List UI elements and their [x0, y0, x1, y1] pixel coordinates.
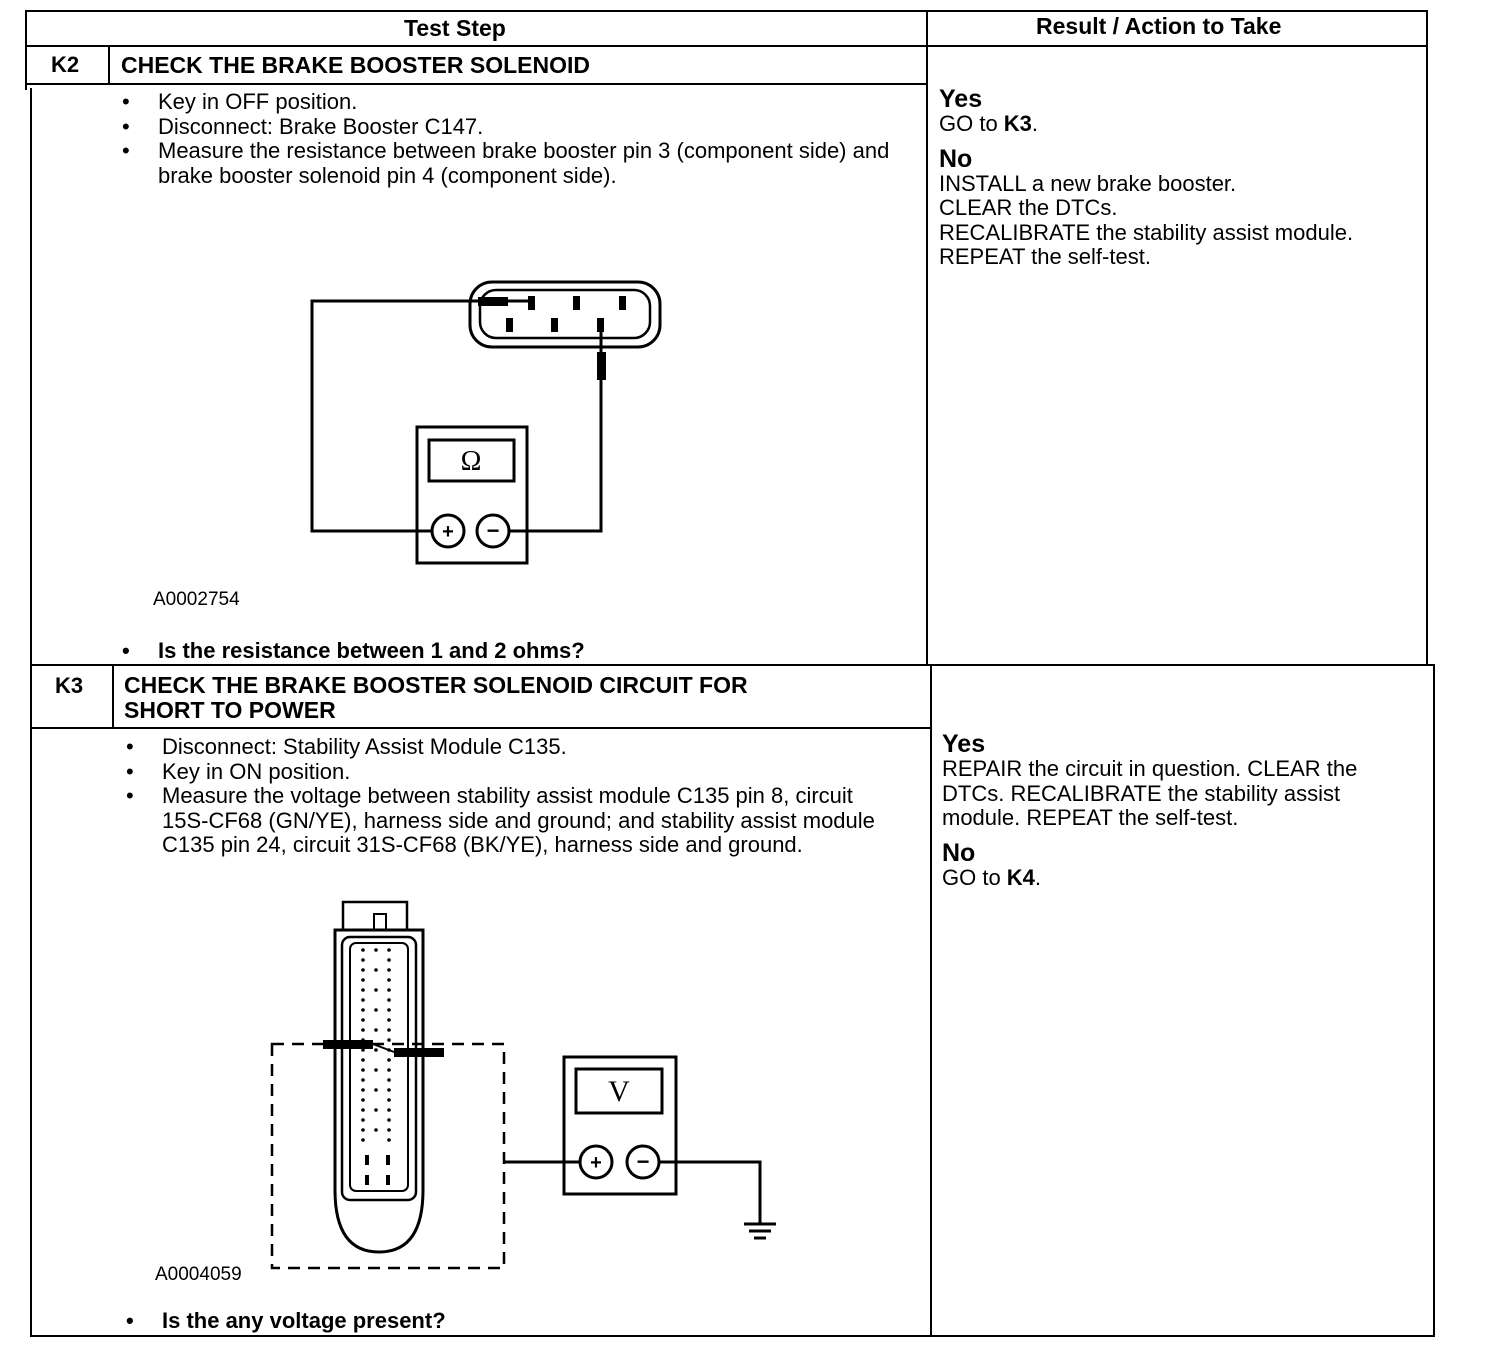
module-connector-inner — [350, 943, 408, 1191]
no-action-line: CLEAR the DTCs. — [939, 195, 1118, 220]
connector-pin — [387, 958, 391, 962]
connector-pin — [387, 1038, 391, 1042]
yes-label: Yes — [942, 730, 986, 758]
test-lead-ground — [660, 1162, 760, 1224]
action-text: . — [1034, 864, 1042, 890]
connector-pin — [387, 1138, 391, 1142]
probe-tip-icon — [597, 352, 606, 380]
connector-pin — [361, 1008, 365, 1012]
connector-pin — [361, 1128, 365, 1132]
connector-bottom-terminals — [365, 1155, 390, 1185]
instruction-item: • Key in OFF position. — [122, 90, 902, 115]
ohmmeter-body — [417, 427, 527, 563]
k3-title-divider — [30, 727, 932, 729]
connector-pin — [361, 1118, 365, 1122]
connector-pin — [387, 1108, 391, 1112]
connector-pin — [387, 1088, 391, 1092]
connector-pin — [374, 968, 378, 972]
connector-inner — [480, 290, 650, 338]
figure-code: A0004059 — [155, 1264, 242, 1285]
no-label: No — [942, 838, 976, 867]
connector-latch — [343, 902, 407, 930]
connector-pin — [374, 1008, 378, 1012]
connector-pin — [387, 1008, 391, 1012]
test-lead-positive — [312, 301, 530, 531]
figure-code: A0002754 — [153, 589, 240, 610]
probe-tip-icon — [394, 1048, 444, 1057]
bullet-icon: • — [122, 638, 130, 663]
connector-pin — [387, 968, 391, 972]
instruction-item — [126, 784, 886, 858]
no-action-line: RECALIBRATE the stability assist module. — [939, 219, 1354, 245]
probe-tip-icon — [478, 297, 508, 306]
yes-action-line: REPAIR the circuit in question. CLEAR the — [942, 756, 1358, 781]
connector-pin — [387, 1058, 391, 1062]
connector-pin — [374, 1028, 378, 1032]
k2-id-divider — [108, 45, 110, 85]
connector-pin — [361, 968, 365, 972]
instruction-text: Measure the voltage between stability assist module C135 pin 8, circuit 15S-CF68 (GN/YE), harness side and ground; and stability assist module C135 pin 24, circuit 31S-CF68 (BK/YE), harness side and ground. — [162, 783, 875, 857]
connector-pin — [374, 948, 378, 952]
k2-title-divider — [25, 83, 928, 85]
bullet-icon: • — [126, 1308, 134, 1333]
instruction-item — [122, 139, 902, 188]
minus-terminal-icon — [627, 1146, 659, 1178]
connector-pin — [361, 978, 365, 982]
no-action — [942, 866, 1357, 891]
yes-label: Yes — [939, 85, 983, 113]
result-block — [942, 732, 1357, 890]
connector-pin — [374, 1108, 378, 1112]
minus-label: − — [486, 518, 500, 543]
connector-pin — [387, 998, 391, 1002]
connector-pin — [361, 1038, 365, 1042]
border-left-lower — [30, 88, 32, 1337]
goto-step-link[interactable]: K4 — [1006, 864, 1035, 890]
module-connector-mid — [342, 937, 416, 1200]
connector-pin — [387, 1118, 391, 1122]
connector-pin — [374, 1088, 378, 1092]
ohmmeter-display — [429, 440, 514, 481]
connector-pin — [374, 1128, 378, 1132]
action-text: GO to — [942, 864, 1007, 890]
connector-pin — [361, 1138, 365, 1142]
border-right-lower — [1433, 664, 1435, 1337]
step-title: CHECK THE BRAKE BOOSTER SOLENOID — [121, 52, 590, 78]
step-id: K2 — [51, 52, 80, 77]
step-title-line: CHECK THE BRAKE BOOSTER SOLENOID CIRCUIT FOR — [124, 672, 748, 698]
border-top — [25, 10, 1428, 12]
connector-pin — [361, 998, 365, 1002]
step-title — [124, 673, 748, 723]
connector-pin — [361, 1108, 365, 1112]
volt-symbol: V — [608, 1075, 630, 1108]
plus-label: + — [442, 521, 454, 543]
plus-terminal-icon — [580, 1146, 612, 1178]
connector-pin — [374, 988, 378, 992]
row-separator — [30, 664, 1435, 666]
connector-pin — [361, 1018, 365, 1022]
connector-pin — [374, 1048, 378, 1052]
step-title-line: SHORT TO POWER — [124, 697, 336, 723]
instruction-item: • Disconnect: Brake Booster C147. — [122, 115, 902, 140]
test-question — [122, 638, 585, 664]
minus-terminal-icon — [477, 515, 509, 547]
plus-terminal-icon — [432, 515, 464, 547]
minus-label: − — [636, 1149, 650, 1174]
yes-action — [939, 112, 1353, 137]
action-text: GO to — [939, 111, 1004, 136]
instruction-list — [126, 735, 886, 858]
test-lead-negative — [510, 330, 601, 531]
connector-outer — [470, 282, 660, 347]
connector-pin — [361, 1088, 365, 1092]
connector-pin — [361, 1098, 365, 1102]
k3-id-divider — [112, 664, 114, 728]
instruction-text: Measure the resistance between brake booster pin 3 (component side) and brake booster solenoid pin 4 (component side). — [158, 138, 890, 188]
header-divider — [25, 45, 1428, 47]
no-action-line: REPEAT the self-test. — [939, 244, 1151, 269]
yes-action-line: DTCs. RECALIBRATE the stability assist — [942, 780, 1341, 806]
column-divider-upper — [926, 10, 928, 666]
no-label: No — [939, 144, 973, 173]
connector-pin — [387, 1068, 391, 1072]
connector-pin-grid — [361, 948, 391, 1142]
probe-tip-icon — [323, 1040, 373, 1049]
connector-pin — [387, 1018, 391, 1022]
connector-pin — [361, 1068, 365, 1072]
border-right — [1426, 10, 1428, 666]
plus-label: + — [590, 1152, 602, 1174]
connector-pin — [387, 1078, 391, 1082]
ohm-symbol: Ω — [460, 446, 482, 477]
voltmeter-display — [576, 1069, 662, 1113]
connector-pin — [361, 1058, 365, 1062]
connector-pin — [361, 1078, 365, 1082]
border-left — [25, 10, 27, 90]
border-bottom — [30, 1335, 1435, 1337]
question-text: Is the resistance between 1 and 2 ohms? — [158, 638, 585, 663]
connector-pin — [361, 988, 365, 992]
no-action-line: INSTALL a new brake booster. — [939, 170, 1237, 196]
connector-pin — [387, 978, 391, 982]
ground-icon — [744, 1224, 776, 1238]
connector-pin — [387, 988, 391, 992]
connector-pin — [387, 1098, 391, 1102]
yes-action-line: module. REPEAT the self-test. — [942, 805, 1239, 830]
header-test-step: Test Step — [404, 15, 506, 41]
test-question — [126, 1308, 446, 1334]
instruction-item: • Key in ON position. — [126, 760, 886, 785]
step-id: K3 — [55, 673, 84, 698]
connector-pin — [361, 1028, 365, 1032]
harness-outline — [272, 1044, 504, 1268]
instruction-item: • Disconnect: Stability Assist Module C135. — [126, 735, 886, 760]
result-block — [939, 87, 1353, 270]
connector-pin — [387, 1048, 391, 1052]
voltmeter-body — [564, 1057, 676, 1194]
instruction-list — [122, 90, 902, 188]
column-divider-lower — [930, 664, 932, 1337]
connector-pin — [387, 1028, 391, 1032]
connector-pin — [387, 948, 391, 952]
connector-pin — [387, 1128, 391, 1132]
module-connector-outer — [335, 930, 423, 1252]
connector-pins — [478, 296, 626, 380]
connector-pin — [361, 958, 365, 962]
action-text: . — [1031, 111, 1039, 136]
connector-pin — [361, 1048, 365, 1052]
connector-pin — [374, 1068, 378, 1072]
goto-step-link[interactable]: K3 — [1003, 111, 1032, 136]
question-text: Is the any voltage present? — [162, 1308, 446, 1333]
connector-pin — [361, 948, 365, 952]
header-result-action: Result / Action to Take — [1036, 13, 1282, 39]
